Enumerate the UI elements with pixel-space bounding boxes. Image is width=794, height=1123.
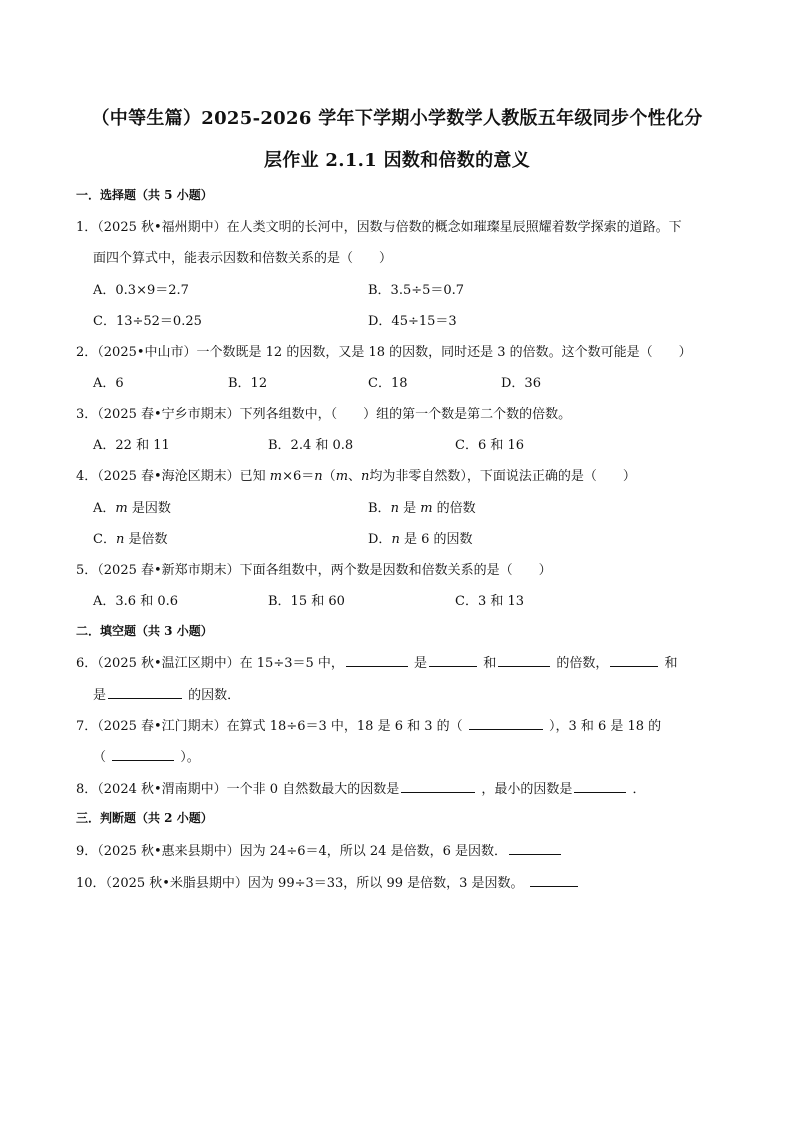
q1-option-c: C．13÷52＝0.25 [93,314,202,329]
q4-b-var1: n [390,501,399,516]
q3-option-c: C．6 和 16 [455,438,525,453]
question-7-stem-cont [93,746,200,765]
question-3-stem: 3．（2025 春•宁乡市期末）下列各组数中，（ ）组的第一个数是第二个数的倍数。 [76,407,572,422]
q2-option-d: D．36 [501,376,541,391]
q4-option-b [368,497,476,516]
question-9-stem [76,840,563,859]
q6-line2-prefix: 是 [93,688,107,703]
q1-option-d: D．45÷15＝3 [368,314,457,329]
question-1-stem-cont: 面四个算式中，能表示因数和倍数关系的是（ ） [93,251,393,266]
q5-option-b: B．15 和 60 [268,594,345,609]
q8-blank-2[interactable] [574,780,626,793]
q4-b-text: 的倍数 [432,501,476,516]
question-6-stem [76,652,678,671]
q4-option-c [93,528,167,547]
q4-var-m: m [269,469,283,484]
q6-text-3: 的倍数， [556,656,609,671]
q7-blank-2[interactable] [112,748,174,761]
q8-middle: ，最小的因数是 [481,782,573,797]
q6-text-1: 是 [414,656,428,671]
question-1-stem: 1．（2025 秋•福州期中）在人类文明的长河中，因数与倍数的概念如璀璨星辰照耀着数学探索的道路。下 [76,220,682,235]
q8-suffix: ． [632,782,646,797]
question-10-stem [76,872,580,891]
q5-option-c: C．3 和 13 [455,594,525,609]
question-5-stem: 5．（2025 春•新郑市期末）下面各组数中，两个数是因数和倍数关系的是（ ） [76,563,552,578]
q1-option-a: A．0.3×9＝2.7 [93,283,189,298]
q4-d-text: 是 6 的因数 [399,532,473,547]
q6-text-2: 和 [483,656,497,671]
q1-option-b: B．3.5÷5＝0.7 [368,283,465,298]
q4-var-n2: n [361,469,370,484]
section-heading-fill: 二．填空题（共 3 小题） [76,624,213,638]
q4-c-var: n [115,532,125,547]
q7-blank-1[interactable] [469,717,543,730]
q6-line2-suffix: 的因数． [188,688,241,703]
q2-option-b: B．12 [228,376,268,391]
q2-option-a: A．6 [93,376,124,391]
q4-d-var: n [391,532,400,547]
q4-a-var: m [115,501,128,516]
q4-b-var2: m [420,501,433,516]
q9-text: 9．（2025 秋•惠来县期中）因为 24÷6＝4，所以 24 是倍数，6 是因数． [76,844,507,859]
q4-a-label: A． [93,501,116,516]
q4-a-text: 是因数 [127,501,171,516]
q5-option-a: A．3.6 和 0.6 [93,594,179,609]
question-6-stem-cont [93,684,240,703]
q4-stem-suffix: 均为非零自然数），下面说法正确的是（ ） [369,469,636,484]
q4-b-mid: 是 [398,501,421,516]
q6-blank-3[interactable] [498,654,550,667]
page-title-line2: 层作业 2.1.1 因数和倍数的意义 [263,150,531,171]
question-2-stem: 2．（2025•中山市）一个数既是 12 的因数，又是 18 的因数，同时还是 3 的倍数。这个数可能是（ ） [76,345,692,360]
q4-var-m2: m [335,469,349,484]
q6-blank-5[interactable] [108,686,182,699]
q4-option-a [93,497,171,516]
section-heading-choice: 一．选择题（共 5 小题） [76,188,213,202]
q9-blank[interactable] [509,842,561,855]
question-8-stem [76,778,646,797]
q7-line2-prefix: （ [93,750,107,765]
question-7-stem [76,715,661,734]
q6-prefix: 6．（2025 秋•温江区期中）在 15÷3＝5 中， [76,656,344,671]
question-4-stem [76,465,636,484]
q6-blank-2[interactable] [429,654,477,667]
q4-d-label: D． [368,532,392,547]
q6-blank-4[interactable] [610,654,658,667]
q10-blank[interactable] [530,874,578,887]
q4-stem-paren: （ [322,469,336,484]
q8-blank-1[interactable] [401,780,475,793]
section-heading-judge: 三．判断题（共 2 小题） [76,811,213,825]
q7-prefix: 7．（2025 春•江门期末）在算式 18÷6＝3 中，18 是 6 和 3 的（ [76,719,463,734]
q4-option-d [368,528,472,547]
q2-option-c: C．18 [368,376,408,391]
q4-stem-equation: ×6＝ [282,469,315,484]
q4-stem-sep: 、 [348,469,362,484]
q4-var-n: n [314,469,323,484]
q3-option-a: A．22 和 11 [93,438,170,453]
page-title-line1: （中等生篇）2025-2026 学年下学期小学数学人教版五年级同步个性化分 [91,108,703,129]
q8-prefix: 8．（2024 秋•渭南期中）一个非 0 自然数最大的因数是 [76,782,400,797]
q4-c-label: C． [93,532,116,547]
q4-stem-prefix: 4．（2025 春•海沧区期末）已知 [76,469,270,484]
q7-suffix: ），3 和 6 是 18 的 [548,719,662,734]
q6-blank-1[interactable] [346,654,408,667]
q7-line2-suffix: ）。 [180,750,200,765]
q4-b-label: B． [368,501,391,516]
q6-text-4: 和 [664,656,678,671]
q3-option-b: B．2.4 和 0.8 [268,438,354,453]
q10-text: 10．（2025 秋•米脂县期中）因为 99÷3＝33，所以 99 是倍数，3 是因数。 [76,876,524,891]
q4-c-text: 是倍数 [124,532,168,547]
